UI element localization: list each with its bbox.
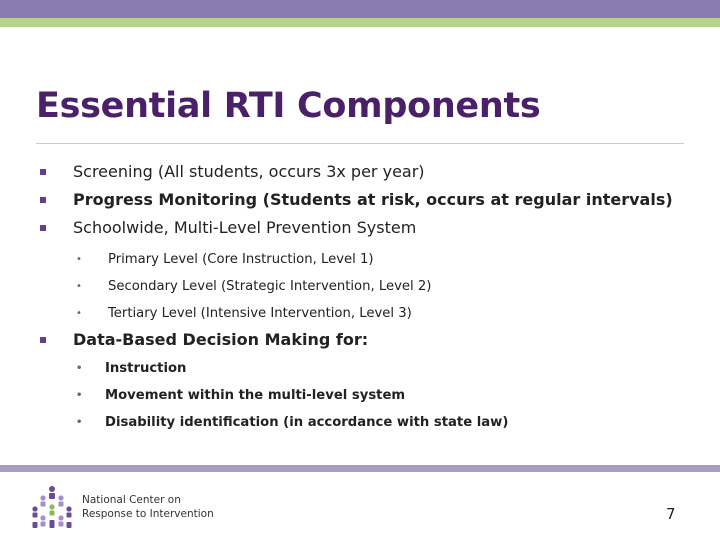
org-line: Response to Intervention: [82, 508, 214, 520]
sub-bullet-item: [36, 355, 508, 382]
top-accent-band: [0, 18, 720, 27]
bullet-text: Screening (All students, occurs 3x per year): [73, 162, 425, 181]
organization-name: [82, 493, 214, 521]
sub-bullet-text: Secondary Level (Strategic Intervention, Level 2): [108, 279, 432, 294]
sub-bullet-list: [36, 246, 431, 327]
sub-bullet-item: [36, 382, 508, 409]
dot-bullet-icon: •: [76, 281, 82, 292]
footer-band: [0, 465, 720, 472]
slide-title: Essential RTI Components: [36, 86, 541, 126]
bullet-item: [36, 214, 696, 242]
square-bullet-icon: [40, 169, 46, 175]
sub-bullet-text: Movement within the multi-level system: [105, 388, 406, 403]
dot-bullet-icon: •: [76, 254, 82, 265]
top-band: [0, 0, 720, 18]
bullet-list: [36, 158, 696, 242]
sub-bullet-text: Primary Level (Core Instruction, Level 1): [108, 252, 374, 267]
dot-bullet-icon: •: [76, 308, 82, 319]
bullet-item: [36, 186, 696, 214]
bullet-text: Schoolwide, Multi-Level Prevention System: [73, 218, 417, 237]
dot-bullet-icon: •: [76, 363, 83, 374]
org-line: National Center on: [82, 494, 181, 506]
bullet-text: Progress Monitoring (Students at risk, occurs at regular intervals): [73, 190, 673, 209]
people-logo-icon: [28, 484, 76, 530]
bullet-list: [36, 326, 696, 354]
square-bullet-icon: [40, 225, 46, 231]
sub-bullet-text: Disability identification (in accordance with state law): [105, 415, 509, 430]
dot-bullet-icon: •: [76, 417, 83, 428]
sub-bullet-text: Instruction: [105, 361, 187, 376]
dot-bullet-icon: •: [76, 390, 83, 401]
sub-bullet-item: [36, 246, 431, 273]
bullet-text: Data-Based Decision Making for:: [73, 330, 369, 349]
bullet-item: [36, 158, 696, 186]
square-bullet-icon: [40, 197, 46, 203]
sub-bullet-item: [36, 300, 431, 327]
square-bullet-icon: [40, 337, 46, 343]
bullet-item: [36, 326, 696, 354]
title-divider: [36, 143, 684, 144]
sub-bullet-item: [36, 409, 508, 436]
sub-bullet-text: Tertiary Level (Intensive Intervention, Level 3): [108, 306, 412, 321]
sub-bullet-list: [36, 355, 508, 436]
sub-bullet-item: [36, 273, 431, 300]
page-number: 7: [666, 505, 676, 523]
